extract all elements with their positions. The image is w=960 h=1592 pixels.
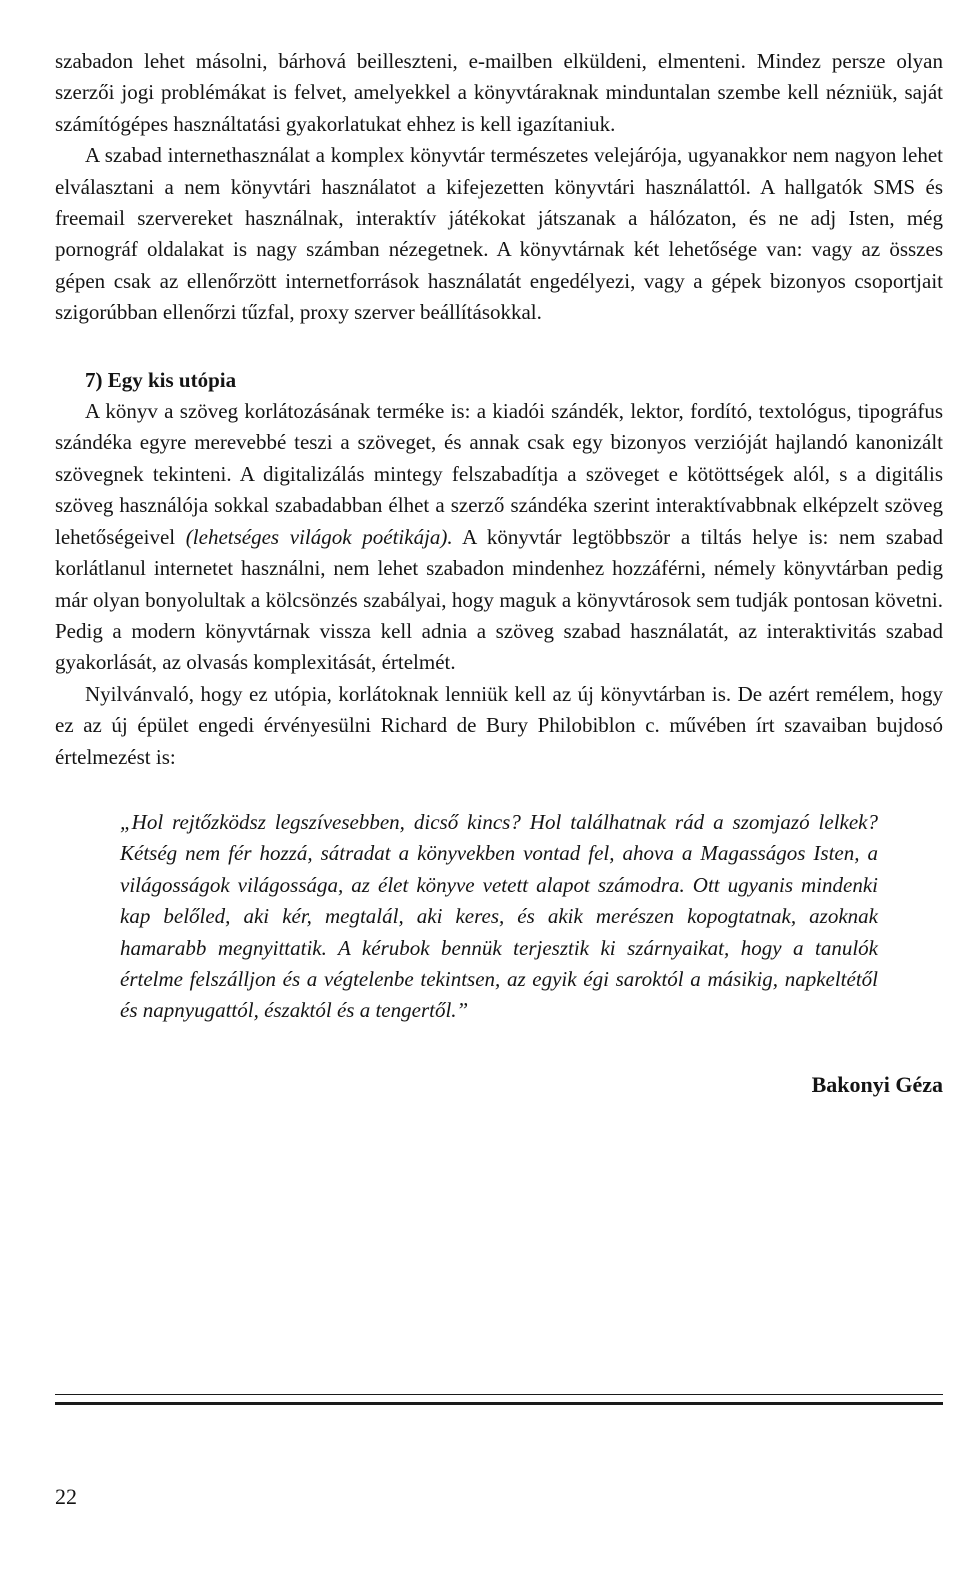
paragraph-2: A szabad internethasználat a komplex könyvtár természetes velejárója, ugyanakkor nem nagyon lehet elválasztani a nem könyvtári használatot a kifejezetten könyvtári használattól. A hallgatók SMS és freemail szervereket használnak, interaktív játékokat játszanak a hálózaton, és ne adj Isten, még pornográf oldalakat is nagy számban nézegetnek. A könyvtárnak két lehetősége van: vagy az összes gépen csak az ellenőrzött internetforrások használatát engedélyezi, vagy a gépek bizonyos csoportjait szigorúbban ellenőrzi tűzfal, proxy szerver beállításokkal. <box>55 143 943 325</box>
section-paragraph-1 <box>55 396 943 679</box>
section-paragraph-1-text-b: A könyvtár legtöbbször a tiltás helye is: nem szabad korlátlanul internetet használni, nem lehet szabadon mindenhez hozzáférni, némely könyvtárban pedig már olyan bonyolultak a kölcsönzés szabályai, hogy maguk a könyvtárosok sem tudják pontosan követni. Pedig a modern könyvtárnak vissza kell adnia a szöveg szabad használatát, az interaktivitás szabad gyakorlását, az olvasás komplexitását, értelmét. <box>55 524 943 675</box>
page-body <box>55 46 943 1100</box>
footer-rule-thin <box>55 1394 943 1395</box>
section-paragraph-2: Nyilvánvaló, hogy ez utópia, korlátoknak lenniük kell az új könyvtárban is. De azért remélem, hogy ez az új épület engedi érvényesülni Richard de Bury Philobiblon c. művében írt szavaiban bujdosó értelmezést is: <box>55 681 943 769</box>
block-quote: „Hol rejtőzködsz legszívesebben, dicső kincs? Hol találhatnak rád a szomjazó lelkek? Kétség nem fér hozzá, sátradat a könyvekben vontad fel, ahova a Magasságos Isten, a világosságok világossága, az élet könyve vetett alapot számodra. Ott ugyanis mindenki kap belőled, aki kér, megtalál, aki keres, és akik merészen kopogtatnak, azoknak hamarabb megnyittatik. A kérubok bennük terjesztik ki szárnyaikat, hogy a tanulók értelme felszálljon és a végtelenbe tekintsen, az egyik égi saroktól a másikig, napkeltétől és napnyugattól, északtól és a tengertől.” <box>120 809 878 1023</box>
section-paragraph-1-italic: (lehetséges világok poétikája). <box>185 524 453 549</box>
page-number: 22 <box>55 1484 77 1509</box>
footer-rule-thick <box>55 1402 943 1405</box>
paragraph-1: szabadon lehet másolni, bárhová beilleszteni, e-mailben elküldeni, elmenteni. Mindez persze olyan szerzői jogi problémákat is felvet, amelyekkel a könyvtáraknak minduntalan szembe kell nézniük, saját számítógépes használtatási gyakorlatukat ehhez is kell igazítaniuk. <box>55 49 943 136</box>
section-paragraph-1-text-a: A könyv a szöveg korlátozásának terméke is: a kiadói szándék, lektor, fordító, textológus, tipográfus szándéka egyre merevebbé teszi a szöveget, és annak csak egy bizonyos verzióját hajlandó kanonizált szövegnek tekinteni. A digitalizálás mintegy felszabadítja a szöveget e kötöttségek alól, s a digitális szöveg használója sokkal szabadabban élhet a szerző szándéka szerint interaktívabbnak elképzelt szöveg lehetőségeivel <box>55 399 943 549</box>
author-signature: Bakonyi Géza <box>811 1071 943 1097</box>
section-heading: 7) Egy kis utópia <box>85 367 237 392</box>
